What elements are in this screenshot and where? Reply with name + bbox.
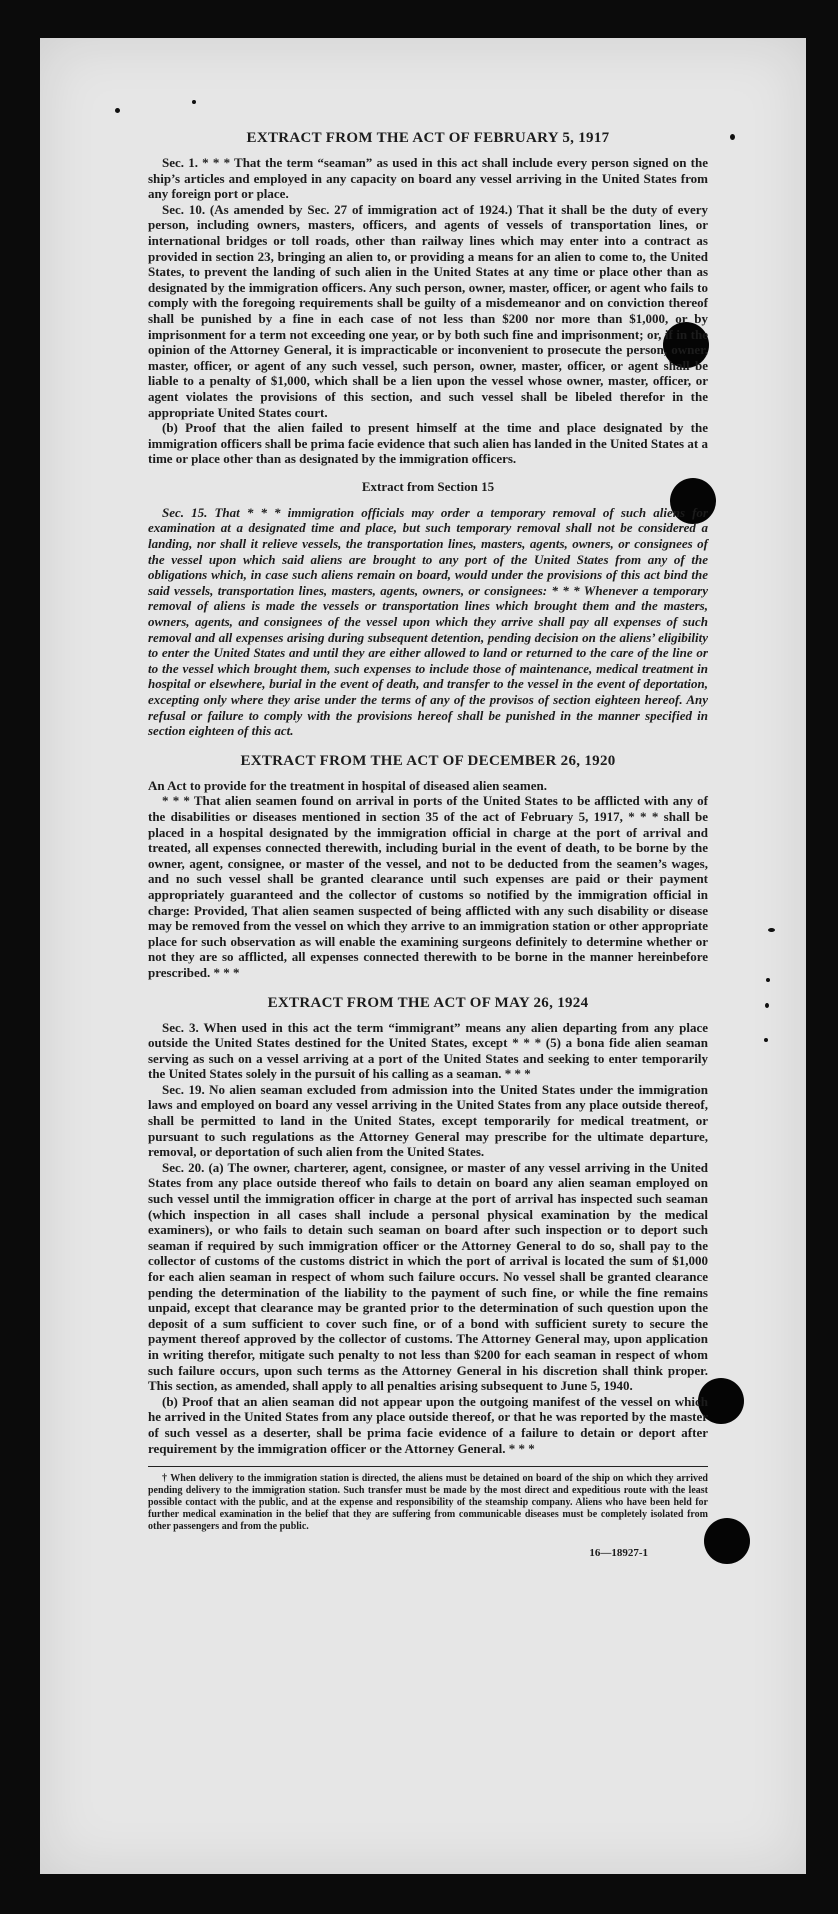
document-page: [40, 38, 806, 1874]
punch-hole: [704, 1518, 750, 1564]
ink-speck: [766, 978, 770, 982]
section-act-1917: [148, 130, 708, 467]
footnote: † When delivery to the immigration station is directed, the aliens must be detained on board of the ship on which they arrived pending delivery to the immigration station. Such transfer must be made by the most direct and expeditious route with the least possible contact with the public, and at the expense and responsibility of the steamship company. Aliens who have been held for further medical examination in the belief that they are suffering from communicable diseases must be completely isolated from other passengers and from the public.: [148, 1473, 708, 1533]
ink-speck: [765, 1003, 769, 1008]
section-paragraph: Sec. 20. (a) The owner, charterer, agent, consignee, or master of any vessel arriving in the United States from any place outside thereof who fails to detain on board any alien seaman employed on such vessel until the immigration officer in charge at the port of arrival has inspected such seaman (which inspection in all cases shall include a personal physical examination by the medical examiners), or who fails to detain such seaman on board after such inspection or to deport such seaman if required by such immigration officer or the Attorney General to do so, shall pay to the collector of customs of the customs district in which the port of arrival is located the sum of $1,000 for each alien seaman in respect of whom such failure occurs. No vessel shall be granted clearance pending the determination of the liability to the payment of such fine, or while the fine remains unpaid, except that clearance may be granted prior to the determination of such question upon the deposit of a sum sufficient to cover such fine, or of a bond with sufficient surety to secure the payment thereof approved by the collector of customs. The Attorney General may, upon application in writing therefor, mitigate such penalty to not less than $200 for each seaman in respect of whom such failure occurs, upon such terms as the Attorney General in his discretion shall think proper. This section, as amended, shall apply to all penalties arising subsequent to June 5, 1940.: [148, 1159, 708, 1394]
document-body: [148, 130, 708, 1559]
section-act-1920: [148, 753, 708, 981]
section-heading: EXTRACT FROM THE ACT OF MAY 26, 1924: [267, 994, 589, 1011]
form-number: 16—18927-1: [589, 1547, 648, 1560]
ink-speck: [730, 134, 735, 140]
section-paragraph: An Act to provide for the treatment in hospital of diseased alien seamen.: [148, 777, 548, 793]
section-paragraph: Sec. 15. That * * * immigration officials may order a temporary removal of such aliens for examination at a designated time and place, but such temporary removal shall not be considered a landing, nor shall it relieve vessels, the transportation lines, masters, agents, owners, or consignees of the vessel upon which said aliens are brought to any port of the United States from any of the obligations which, in case such aliens remain on board, would under the provisions of this act bind the said vessels, transportation lines, masters, agents, owners, or consignees: * * * Whenever a temporary removal of aliens is made the vessels or transportation lines which brought them and the masters, owners, agents, and consignees of the vessel upon which they arrive shall pay all expenses of such removal and all expenses arising during subsequent detention, pending decision on the aliens’ eligibility to enter the United States and until they are either allowed to land or returned to the care of the line or to the vessel which brought them, such expenses to include those of maintenance, medical treatment in hospital or elsewhere, burial in the event of death, and transfer to the vessel in the event of deportation, excepting only where they arise under the terms of any of the provisos of section eighteen hereof. Any refusal or failure to comply with the provisions hereof shall be punished in the manner specified in section eighteen of this act.: [148, 504, 708, 739]
section-heading: EXTRACT FROM THE ACT OF DECEMBER 26, 1920: [240, 752, 616, 769]
footnote-divider: [148, 1466, 708, 1467]
section-heading: EXTRACT FROM THE ACT OF FEBRUARY 5, 1917: [246, 130, 610, 146]
section-paragraph: (b) Proof that the alien failed to present himself at the time and place designated by the immigration officers shall be prima facie evidence that such alien has landed in the United States at a time or place other than as designated by the immigration officers.: [148, 420, 708, 467]
section-paragraph: Sec. 19. No alien seaman excluded from admission into the United States under the immigration laws and employed on board any vessel arriving in the United States from any place outside thereof, shall be permitted to land in the United States, except temporarily for medical treatment, or pursuant to such regulations as the Attorney General may prescribe for the ultimate departure, removal, or deportation of such alien from the United States.: [148, 1081, 708, 1160]
ink-speck: [192, 100, 196, 104]
section-paragraph: Sec. 1. * * * That the term “seaman” as used in this act shall include every person signed on the ship’s articles and employed in any capacity on board any vessel arriving in the United States from any foreign port or place.: [148, 155, 708, 202]
section-subheading: Extract from Section 15: [361, 478, 495, 494]
ink-speck: [115, 108, 120, 113]
section-paragraph: Sec. 3. When used in this act the term “immigrant” means any alien departing from any place outside the United States destined for the United States, except * * * (5) a bona fide alien seaman serving as such on a vessel arriving at a port of the United States and seeking to enter temporarily the United States solely in the pursuit of his calling as a seaman. * * *: [148, 1019, 708, 1082]
section-extract-15: [148, 479, 708, 739]
section-paragraph: * * * That alien seamen found on arrival in ports of the United States to be afflicted with any of the disabilities or diseases mentioned in section 35 of the act of February 5, 1917, * * * shall be placed in a hospital designated by the immigration official in charge at the port of arrival and treated, all expenses connected therewith, including burial in the event of death, to be borne by the owner, agent, consignee, or master of the vessel, and not to be deducted from the seamen’s wages, and no such vessel shall be granted clearance until such expenses are paid or their payment appropriately guaranteed and the collector of customs so notified by the immigration official in charge: Provided, That alien seamen suspected of being afflicted with any such disability or disease may be removed from the vessel on which they arrive to an immigration station or other appropriate place for such observation as will enable the examining surgeons definitely to determine whether or not they are so afflicted, all expenses connected therewith to be borne in the manner hereinbefore prescribed. * * *: [148, 793, 708, 980]
section-paragraph: (b) Proof that an alien seaman did not appear upon the outgoing manifest of the vessel on which he arrived in the United States from any place outside thereof, or that he was reported by the master of such vessel as a deserter, shall be prima facie evidence of a failure to detain or deport after requirement by the immigration officer or the Attorney General. * * *: [148, 1393, 708, 1456]
ink-speck: [764, 1038, 768, 1042]
section-act-1924: [148, 995, 708, 1457]
ink-speck: [768, 928, 775, 932]
section-paragraph: Sec. 10. (As amended by Sec. 27 of immigration act of 1924.) That it shall be the duty of every person, including owners, masters, officers, and agents of vessels of transportation lines, or international bridges or toll roads, other than railway lines which may enter into a contract as provided in section 23, bringing an alien to, or providing a means for an alien to come to, the United States, to prevent the landing of such alien in the United States at any time or place other than as designated by the immigration officers. Any such person, owner, master, officer, or agent who fails to comply with the foregoing requirements shall be guilty of a misdemeanor and on conviction thereof shall be punished by a fine in each case of not less than $200 nor more than $1,000, or by imprisonment for a term not exceeding one year, or by both such fine and imprisonment; or, if in the opinion of the Attorney General, it is impracticable or inconvenient to prosecute the person, owner, master, officer, or agent of any such vessel, such person, owner, master, officer, or agent shall be liable to a penalty of $1,000, which shall be a lien upon the vessel whose owner, master, officer, or agent violates the provisions of this section, and such vessel shall be libeled therefor in the appropriate United States court.: [148, 201, 708, 420]
